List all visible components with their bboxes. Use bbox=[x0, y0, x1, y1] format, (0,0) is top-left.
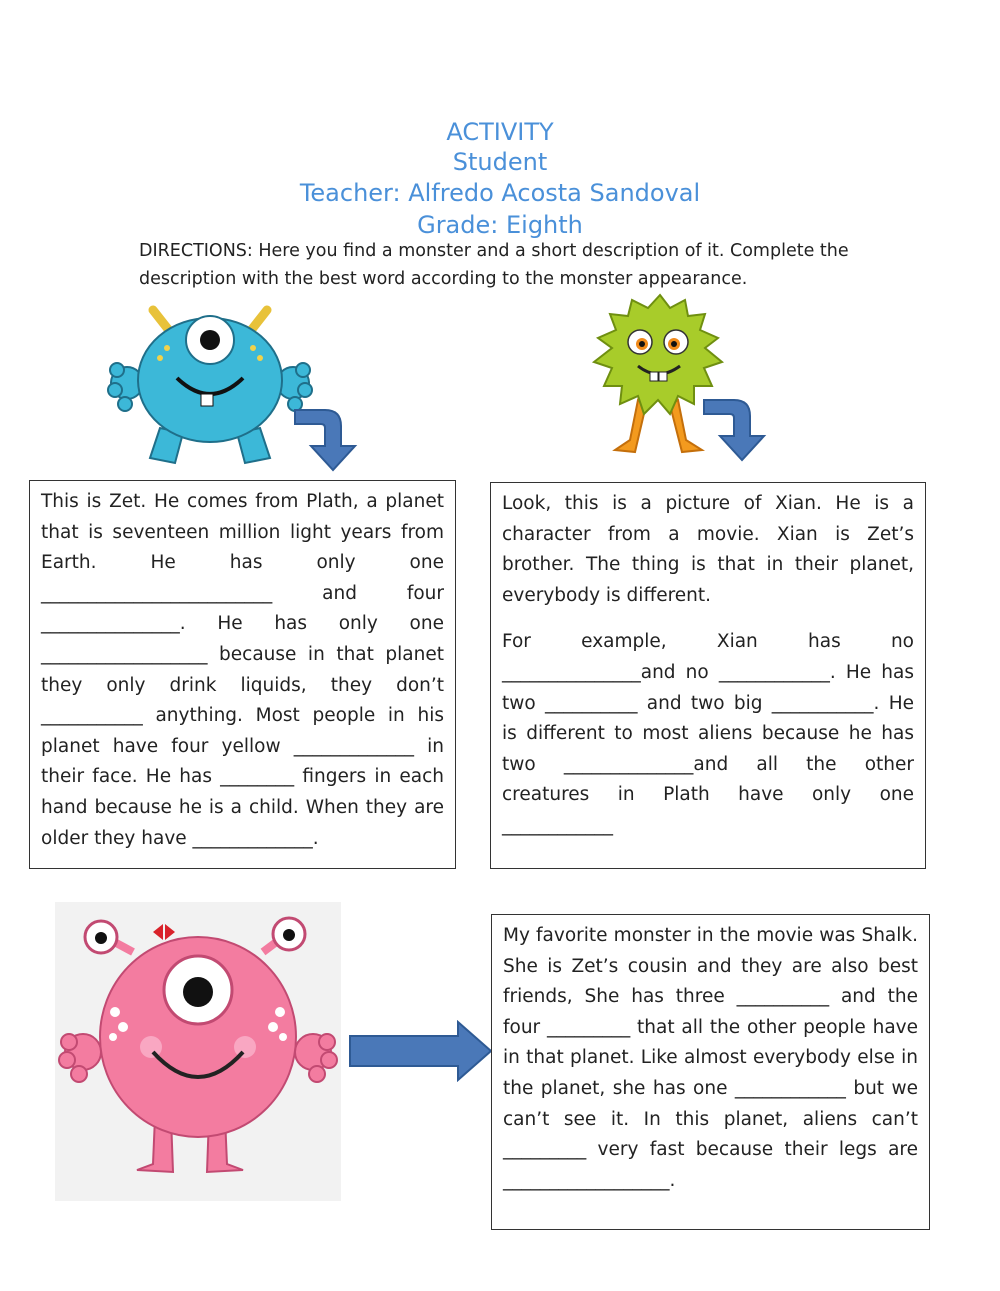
xian-description-box bbox=[490, 482, 926, 869]
zet-description-box bbox=[29, 480, 456, 869]
xian-paragraph-1: Look, this is a picture of Xian. He is a character from a movie. Xian is Zet’s brother. The thing is that in their planet, everybody is different. bbox=[502, 493, 914, 606]
shalk-monster-image bbox=[55, 902, 341, 1201]
teacher-label: Teacher: Alfredo Acosta Sandoval bbox=[299, 179, 701, 207]
zet-monster-image bbox=[105, 298, 325, 473]
zet-description-text: This is Zet. He comes from Plath, a planet that is seventeen million light years from Earth. He has only one _________________________ and four _______________. He has only one __________________ because in that planet they only drink liquids, they don’t ___________ anything. Most people in his planet have four yellow _____________ in their face. He has ________ fingers in each hand because he is a child. When they are older they have _____________. bbox=[41, 491, 444, 849]
shalk-description-box bbox=[491, 914, 930, 1230]
shalk-description-text: My favorite monster in the movie was Shalk. She is Zet’s cousin and they are also best friends, She has three __________ and the four _________ that all the other people have in that planet. Like almost everybody else in the planet, she has one ____________ but we can’t see it. In this planet, aliens can’t _________ very fast because their legs are __________________. bbox=[503, 925, 918, 1191]
student-label: Student bbox=[452, 148, 548, 176]
zet-arrow-icon bbox=[293, 404, 363, 474]
xian-arrow-icon bbox=[702, 394, 772, 464]
grade-label: Grade: Eighth bbox=[417, 211, 583, 239]
shalk-arrow-icon bbox=[348, 1020, 493, 1082]
xian-paragraph-2: For example, Xian has no _______________and no ____________. He has two __________ and two big ___________. He is different to most aliens because he has two ______________and all the other creatures in Plath have only one ____________ bbox=[502, 631, 914, 836]
directions-text: DIRECTIONS: Here you find a monster and a short description of it. Complete the description with the best word according to the monster appearance. bbox=[139, 241, 849, 289]
activity-title: ACTIVITY bbox=[446, 118, 554, 146]
